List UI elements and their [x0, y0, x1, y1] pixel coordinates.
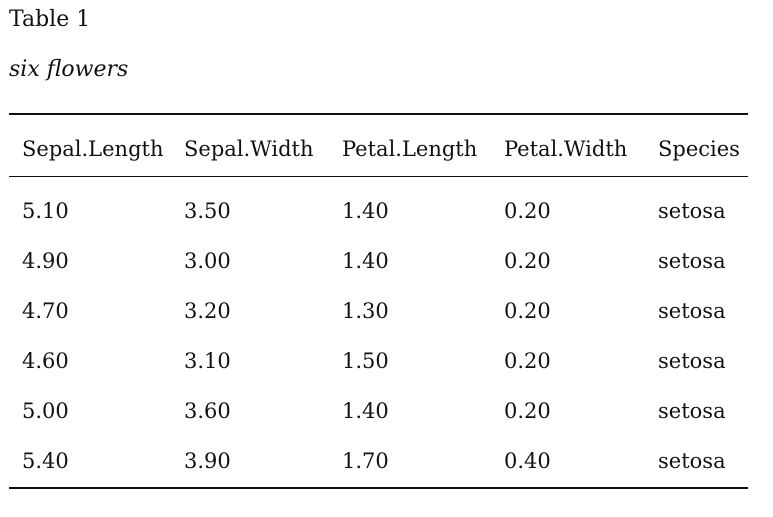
- table-cell: 1.40: [342, 249, 389, 273]
- table-cell: 3.90: [184, 449, 231, 473]
- table-cell: 1.40: [342, 399, 389, 423]
- table-cell: 0.20: [504, 299, 551, 323]
- table-cell: 3.20: [184, 299, 231, 323]
- table-cell: setosa: [658, 449, 726, 473]
- bottom-rule: [9, 487, 748, 489]
- table-row: [0, 196, 773, 226]
- table-cell: 1.70: [342, 449, 389, 473]
- table-cell: 5.40: [22, 449, 69, 473]
- table-cell: 1.40: [342, 199, 389, 223]
- column-header: Petal.Width: [504, 137, 628, 161]
- table-row: [0, 346, 773, 376]
- table-cell: 0.20: [504, 399, 551, 423]
- top-rule: [9, 113, 748, 115]
- header-row: [0, 134, 773, 164]
- table-cell: setosa: [658, 299, 726, 323]
- table-cell: 1.30: [342, 299, 389, 323]
- table-cell: 0.40: [504, 449, 551, 473]
- column-header: Petal.Length: [342, 137, 478, 161]
- table-cell: 3.10: [184, 349, 231, 373]
- table-cell: 4.70: [22, 299, 69, 323]
- table-cell: 5.00: [22, 399, 69, 423]
- table-cell: 5.10: [22, 199, 69, 223]
- column-header: Species: [658, 137, 740, 161]
- header-rule: [9, 176, 748, 177]
- table-caption: six flowers: [9, 57, 129, 82]
- table-cell: setosa: [658, 399, 726, 423]
- column-header: Sepal.Length: [22, 137, 164, 161]
- table-row: [0, 446, 773, 476]
- table-cell: setosa: [658, 349, 726, 373]
- table-cell: 4.60: [22, 349, 69, 373]
- table-row: [0, 246, 773, 276]
- table-cell: setosa: [658, 199, 726, 223]
- table-cell: setosa: [658, 249, 726, 273]
- table-row: [0, 296, 773, 326]
- table-cell: 0.20: [504, 199, 551, 223]
- table-cell: 3.00: [184, 249, 231, 273]
- table-cell: 3.60: [184, 399, 231, 423]
- table-cell: 0.20: [504, 349, 551, 373]
- table-cell: 3.50: [184, 199, 231, 223]
- table-row: [0, 396, 773, 426]
- table-cell: 0.20: [504, 249, 551, 273]
- column-header: Sepal.Width: [184, 137, 314, 161]
- table-cell: 4.90: [22, 249, 69, 273]
- table-label: Table 1: [9, 7, 91, 32]
- table-cell: 1.50: [342, 349, 389, 373]
